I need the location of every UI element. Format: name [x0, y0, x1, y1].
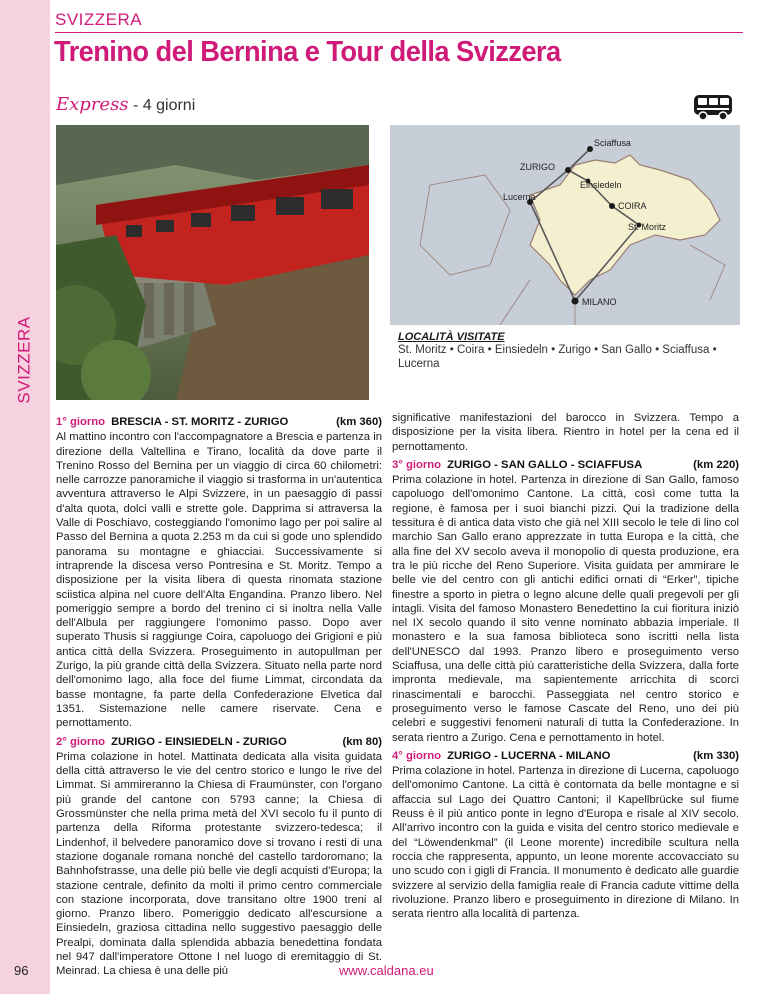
- localita-list: St. Moritz • Coira • Einsiedeln • Zurigo • San Gallo • Sciaffusa • Lucerna: [398, 344, 717, 370]
- day-3-route: ZURIGO - SAN GALLO - SCIAFFUSA: [447, 458, 643, 471]
- page-number: 96: [14, 963, 29, 978]
- stop-milano: [572, 298, 579, 305]
- day-3-km: (km 220): [693, 458, 739, 471]
- duration-label: - 4 giorni: [133, 97, 196, 114]
- header-divider: [55, 32, 743, 33]
- map-label-coira: COIRA: [618, 201, 647, 211]
- stop-zurigo: [565, 167, 571, 173]
- day-4-route: ZURIGO - LUCERNA - MILANO: [447, 749, 611, 762]
- day-2-km: (km 80): [342, 735, 382, 748]
- map-label-einsiedeln: Einsiedeln: [580, 180, 622, 190]
- day-2-number: 2° giorno: [56, 735, 106, 748]
- map-label-lucerna: Lucerna: [503, 192, 536, 202]
- tour-subtitle: [56, 94, 195, 115]
- day-4-heading: [392, 749, 739, 763]
- itinerary-column-left: [56, 411, 382, 979]
- stop-coira: [609, 203, 615, 209]
- sidebar-band: [0, 0, 50, 994]
- day-4-km: (km 330): [693, 749, 739, 762]
- day-4-number: 4° giorno: [392, 749, 442, 762]
- sidebar-label: [6, 305, 44, 415]
- day-1-text: Al mattino incontro con l'accompagnatore a Brescia e partenza in direzione della Valtellina e Tirano, località da dove parte il Trenino Rosso del Bernina per un viaggio di circa 60 chilometri: nelle carrozze panoramiche il viaggio si trasforma in un'autentica avventura attraverso le Alpi Svizzere, in un paesaggio di passi d'alta quota, dolci valli e strette gole. Dapprima si attraversa la Valle di Poschiavo, costeggiando l'omonimo lago per poi salire al Passo del Bernina a quota 2.253 m da cui si gode uno splendido panorama su montagne e ghiacciai. Successivamente si intraprende la discesa verso Pontresina e St. Moritz. Tempo a disposizione per la visita libera di questa rinomata stazione sciistica alpina nel cuore dell'Alta Engandina. Pranzo libero. Nel pomeriggio sempre a bordo del trenino ci si inoltra nella Valle dell'Albula per raggiungere l'omonimo passo. Dopo aver superato Thusis si raggiunge Coira, capoluogo dei Grigioni e più antica città della Svizzera. Proseguimento in autopullman per Zurigo, la più grande città della Svizzera. Situato nella parte nord dell'omonimo lago, alla foce del fiume Limmat, circondata da basse montagne, fa parte della Confederazione Elvetica dal 1351. Sistemazione nelle camere riservate. Cena e pernottamento.: [56, 431, 382, 730]
- country-heading: SVIZZERA: [55, 10, 143, 29]
- day-2-text: Prima colazione in hotel. Mattinata dedicata alla visita guidata della città attraverso le vie del centro storico e lungo le rive del Limmat. Si ammireranno la Chiesa di Fraumünster, con l'organo più grande del cantone con 5793 canne; la Chiesa di Grossmünster che nella prima metà del XVI secolo fu il punto di partenza della Riforma protestante svizzero-tedesca; il Lindenhof, il belvedere panoramico dove si trovano i resti di una stazione doganale romana nonché del castello tardoromano; la Bahnhofstrasse, una delle più belle vie degli acquisti d'Europa; la stazione centrale, definito da molti il primo centro commerciale con stazione incorporata, dove transitano oltre 1900 treni al giorno. Pranzo libero. Pomeriggio dedicato all'escursione a Einsiedeln, graziosa cittadina nello suggestivo paesaggio delle Prealpi, dominata dalla splendida abbazia benedettina fondata nel 947 dall'imperatore Ottone I nel luogo di eremitaggio di St. Meinrad. La chiesa è una delle più: [56, 750, 382, 978]
- day-2-heading: [56, 735, 382, 749]
- map-label-milano: MILANO: [582, 297, 617, 307]
- day-3-text: Prima colazione in hotel. Partenza in direzione di San Gallo, famoso capoluogo dell'omonimo Cantone. La città, così come tutta la regione, è famosa per i suoi bianchi pizzi. Qui la tradizione della tessitura è di antica data visto che già nel XIII secolo le tele di lino col marchio San Gallo erano apprezzate in tutta Europa e la città, che alla fine del XV secolo aveva il monopolio di questa produzione, era tra le più ricche del Reno Superiore. Visita guidata per ammirare le belle vie del centro con gli antichi edifici ornati di “Erker”, tipiche finestre a sporto in pietra o legno alcune delle quali pregevoli per gli intagli. Visita del famoso Monastero Benedettino la cui fioritura iniziò nel IX secolo quando il sito venne nominato abbazia imperiale. Il monastero e la sua famosa biblioteca sono iscritti nella lista dell'UNESCO dal 1993. Pranzo libero e proseguimento verso Sciaffusa, una delle città più caratteristiche della Svizzera, dalla forte impronta medievale, ma sapientemente arricchita di scorci rinascimentali e barocchi. Passeggiata nel centro storico e proseguimento verso le famose Cascate del Reno, uno dei più celebri e suggestivi fenomeni naturali di tutta la Confederazione. In serata rientro a Zurigo. Cena e pernottamento in hotel.: [392, 474, 739, 744]
- website-link[interactable]: www.caldana.eu: [339, 963, 434, 978]
- stop-sciaffusa: [587, 146, 593, 152]
- day-4-text: Prima colazione in hotel. Partenza in direzione di Lucerna, capoluogo dell'omonimo Cantone. La città è contornata da belle montagne e si affaccia sul Lago dei Quattro Cantoni; il Kapellbrücke sul fiume Reuss è il più antico ponte in legno d'Europa e risale al XIV secolo. All'arrivo incontro con la guida e visita del centro storico medievale e del “Löwendenkmal” (il Leone morente) incredibile scultura nella roccia che rappresenta, appunto, un leone morente accovacciato su uno scudo con i gigli di Francia. Il monumento è dedicato alle guardie svizzere al servizio della famiglia reale di Francia cadute vittime della rivoluzione. Pranzo libero e proseguimento in direzione di Milano. In serata rientro alla località di partenza.: [392, 765, 739, 921]
- day-3-heading: [392, 458, 739, 472]
- day-1-route: BRESCIA - ST. MORITZ - ZURIGO: [111, 416, 289, 428]
- bus-icon: [693, 93, 733, 121]
- route-map: [390, 125, 740, 325]
- day-2-route: ZURIGO - EINSIEDELN - ZURIGO: [111, 735, 287, 748]
- map-label-st-moritz: St. Moritz: [628, 222, 667, 232]
- day-1-number: 1° giorno: [56, 416, 106, 428]
- map-label-zurigo: ZURIGO: [520, 162, 555, 172]
- day-1-heading: [56, 415, 382, 429]
- day-3-number: 3° giorno: [392, 458, 442, 471]
- day-2-continued-text: significative manifestazioni del barocco in Svizzera. Tempo a disposizione per la visita libera. Rientro in hotel per la cena ed il pernottamento.: [392, 412, 739, 453]
- itinerary-column-right: [392, 411, 739, 921]
- sidebar-label-text: SVIZZERA: [15, 316, 34, 404]
- day-1-km: (km 360): [336, 416, 382, 428]
- express-label: Express: [56, 94, 129, 115]
- map-label-sciaffusa: Sciaffusa: [594, 138, 631, 148]
- localita-title: LOCALITÀ VISITATE: [398, 331, 505, 343]
- page-title: Trenino del Bernina e Tour della Svizzera: [54, 36, 561, 68]
- bernina-train-photo: [56, 125, 369, 400]
